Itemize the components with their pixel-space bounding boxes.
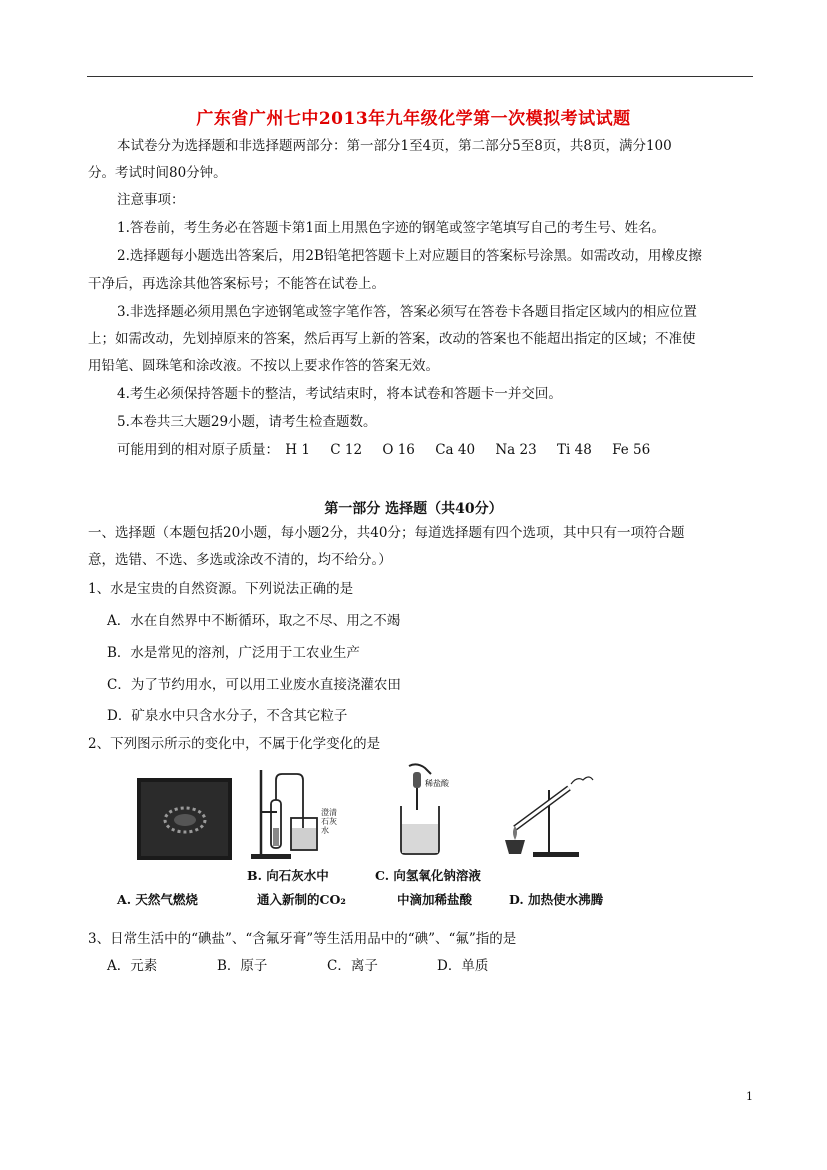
intro-line: 分。考试时间80分钟。 xyxy=(88,165,227,181)
q2-stem: 2、下列图示所示的变化中，不属于化学变化的是 xyxy=(88,736,381,752)
atomic-mass-item: O 16 xyxy=(382,442,415,458)
atomic-mass-item: Na 23 xyxy=(495,442,537,458)
atomic-mass-item: H 1 xyxy=(285,442,310,458)
notice-item: 1.答卷前，考生务必在答题卡第1面上用黑色字迹的钢笔或签字笔填写自己的考生号、姓名。 xyxy=(117,220,665,236)
notice-item: 4.考生必须保持答题卡的整洁，考试结束时，将本试卷和答题卡一并交回。 xyxy=(117,386,562,402)
option-c-caption: C. 向氢氧化钠溶液 xyxy=(375,868,481,883)
atomic-mass-item: Ti 48 xyxy=(557,442,592,458)
limewater-label: 澄清石灰水 xyxy=(321,808,337,835)
q2-figure xyxy=(117,762,623,910)
q1-option-c: C．为了节约用水，可以用工业废水直接浇灌农田 xyxy=(107,677,401,693)
intro-line: 本试卷分为选择题和非选择题两部分：第一部分1至4页，第二部分5至8页，共8页，满分100 xyxy=(117,138,672,154)
atomic-mass-label: 可能用到的相对原子质量： xyxy=(117,442,279,458)
notice-item: 上；如需改动，先划掉原来的答案，然后再写上新的答案，改动的答案也不能超出指定的区域；不准使 xyxy=(88,331,696,347)
q3-option: B．原子 xyxy=(217,958,268,974)
option-a-caption: A. 天然气燃烧 xyxy=(117,892,198,907)
notice-item: 3.非选择题必须用黑色字迹钢笔或签字笔作答，答案必须写在答卷卡各题目指定区域内的相应位置 xyxy=(117,304,697,320)
q3-stem: 3、日常生活中的“碘盐”、“含氟牙膏”等生活用品中的“碘”、“氟”指的是 xyxy=(88,931,517,947)
q3-option: D．单质 xyxy=(437,958,489,974)
notice-item: 2.选择题每小题选出答案后，用2B铅笔把答题卡上对应题目的答案标号涂黑。如需改动，用橡皮擦 xyxy=(117,248,702,264)
limewater-apparatus xyxy=(247,762,367,866)
option-b-caption-2: 通入新制的CO₂ xyxy=(257,892,346,907)
heating-apparatus xyxy=(503,770,603,864)
atomic-mass-item: C 12 xyxy=(330,442,363,458)
notice-item: 5.本卷共三大题29小题，请考生检查题数。 xyxy=(117,414,377,430)
acid-label: 稀盐酸 xyxy=(425,779,449,788)
q1-option-d: D．矿泉水中只含水分子，不含其它粒子 xyxy=(107,708,348,724)
dropper-apparatus xyxy=(387,762,457,866)
notice-heading: 注意事项： xyxy=(117,192,185,208)
q3-option: C．离子 xyxy=(327,958,378,974)
q3-option: A．元素 xyxy=(107,958,158,974)
page-number: 1 xyxy=(746,1090,753,1103)
option-b-caption: B. 向石灰水中 xyxy=(247,868,329,883)
notice-item: 干净后，再选涂其他答案标号；不能答在试卷上。 xyxy=(88,276,385,292)
option-c-caption-2: 中滴加稀盐酸 xyxy=(397,892,473,907)
atomic-mass-line xyxy=(117,442,666,458)
page-title: 广东省广州七中2013年九年级化学第一次模拟考试试题 xyxy=(196,109,631,129)
q3-options xyxy=(107,958,547,974)
q1-stem: 1、水是宝贵的自然资源。下列说法正确的是 xyxy=(88,581,354,597)
part1-instruction: 一、选择题（本题包括20小题，每小题2分，共40分；每道选择题有四个选项，其中只有一项符合题 xyxy=(88,525,685,541)
atomic-mass-item: Ca 40 xyxy=(435,442,476,458)
q1-option-a: A．水在自然界中不断循环，取之不尽、用之不竭 xyxy=(107,613,401,629)
notice-item: 用铅笔、圆珠笔和涂改液。不按以上要求作答的答案无效。 xyxy=(88,358,439,374)
atomic-mass-item: Fe 56 xyxy=(612,442,651,458)
section-title: 第一部分 选择题（共40分） xyxy=(324,501,503,517)
q1-option-b: B．水是常见的溶剂，广泛用于工农业生产 xyxy=(107,645,360,661)
option-d-caption: D. 加热使水沸腾 xyxy=(509,892,604,907)
flame-photo xyxy=(137,778,232,864)
part1-instruction: 意，选错、不选、多选或涂改不清的，均不给分。） xyxy=(88,552,392,568)
header-rule xyxy=(87,76,753,77)
